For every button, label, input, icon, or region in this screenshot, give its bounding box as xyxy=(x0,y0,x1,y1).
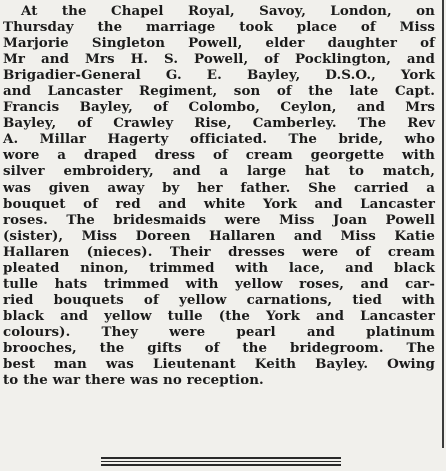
article-line: and Lancaster Regiment, son of the late Capt. xyxy=(3,83,435,100)
article-line: black and yellow tulle (the York and Lancaster xyxy=(3,307,435,324)
article-line: A. Millar Hagerty officiated. The bride, who xyxy=(3,131,435,148)
article-line: Francis Bayley, of Colombo, Ceylon, and Mrs xyxy=(3,99,435,116)
article-line: roses. The bridesmaids were Miss Joan Powell xyxy=(3,211,435,228)
article-line: silver embroidery, and a large hat to match, xyxy=(3,163,435,180)
article-line: At the Chapel Royal, Savoy, London, on xyxy=(21,3,435,19)
article-line: (sister), Miss Doreen Hallaren and Miss Katie xyxy=(3,227,435,244)
article-line: brooches, the gifts of the bridegroom. The xyxy=(3,339,435,356)
end-rule xyxy=(101,457,341,459)
article-line: tulle hats trimmed with yellow roses, and car- xyxy=(3,275,435,292)
article-line: Bayley, of Crawley Rise, Camberley. The Rev xyxy=(3,115,435,132)
article-line: bouquet of red and white York and Lancaster xyxy=(3,195,435,212)
end-rule xyxy=(101,461,341,462)
article-line: Hallaren (nieces). Their dresses were of cream xyxy=(3,243,435,260)
article-line: ried bouquets of yellow carnations, tied with xyxy=(3,291,435,308)
article-line: pleated ninon, trimmed with lace, and black xyxy=(3,259,435,276)
article-line: best man was Lieutenant Keith Bayley. Owing xyxy=(3,356,435,373)
article-line: Brigadier-General G. E. Bayley, D.S.O., York xyxy=(3,67,435,84)
article-line: colours). They were pearl and platinum xyxy=(3,323,435,340)
article-line: wore a draped dress of cream georgette with xyxy=(3,147,435,164)
article-line: Mr and Mrs H. S. Powell, of Pocklington, and xyxy=(3,51,435,68)
article-line: to the war there was no reception. xyxy=(3,372,264,389)
article-text xyxy=(3,3,435,388)
article-line: Marjorie Singleton Powell, elder daughter of xyxy=(3,35,435,52)
article-line: was given away by her father. She carried a xyxy=(3,179,435,196)
column-rule xyxy=(442,0,444,448)
article-line: Thursday the marriage took place of Miss xyxy=(3,19,435,36)
end-rule xyxy=(101,464,341,466)
